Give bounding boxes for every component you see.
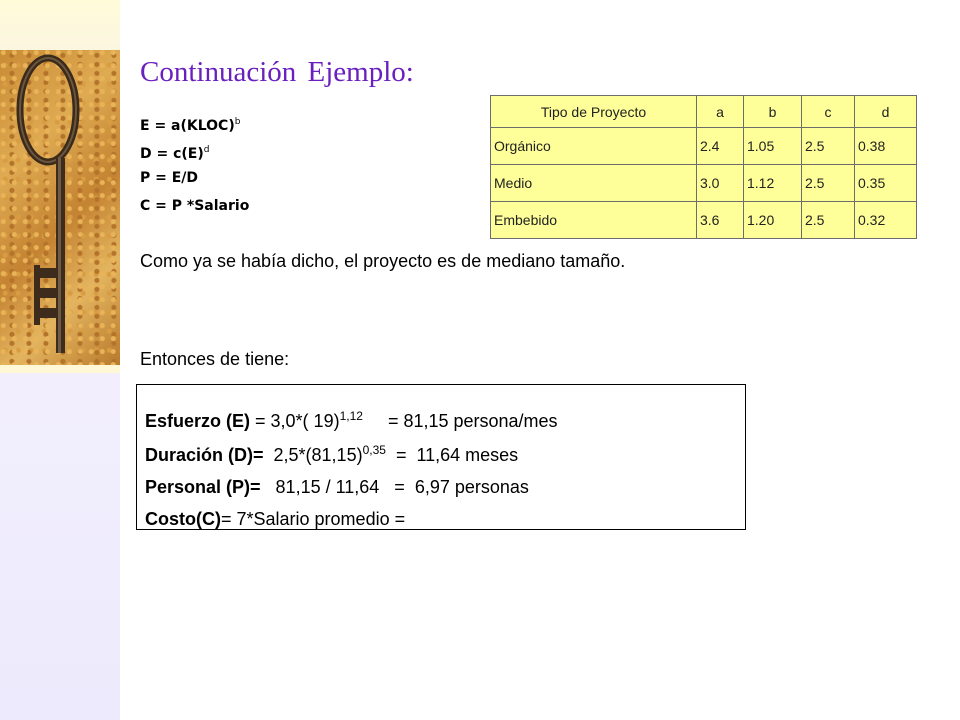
key-icon	[0, 50, 120, 365]
image-border	[0, 365, 120, 373]
table-cell: 3.0	[697, 165, 744, 202]
formula-list	[140, 108, 249, 220]
table-row	[491, 128, 917, 165]
formula-cost: C = P *Salario	[140, 198, 250, 214]
key-image	[0, 50, 120, 365]
calculation-intro: Entonces de tiene:	[140, 349, 290, 369]
table-cell: 1.12	[744, 165, 802, 202]
table-header-row	[491, 96, 917, 128]
slide-title: Continuación Ejemplo:	[140, 56, 414, 88]
project-size-statement: Como ya se había dicho, el proyecto es de mediano tamaño.	[140, 251, 626, 271]
result-cost: Costo(C)= 7*Salario promedio =	[145, 509, 406, 529]
table-cell: Embebido	[491, 202, 697, 239]
formula-personnel: P = E/D	[140, 170, 199, 186]
table-cell: 2.5	[802, 128, 855, 165]
table-cell: 1.05	[744, 128, 802, 165]
result-duration: Duración $(D)= 2,5*(81,15)^{0,35} = 11,64$ meses	[145, 443, 519, 465]
table-cell: 2.5	[802, 202, 855, 239]
results-box	[136, 384, 746, 530]
table-cell: 3.6	[697, 202, 744, 239]
table-cell: 2.5	[802, 165, 855, 202]
table-row	[491, 202, 917, 239]
table-cell: Orgánico	[491, 128, 697, 165]
table-header: c	[802, 96, 855, 128]
table-cell: 0.32	[855, 202, 917, 239]
result-effort: Esfuerzo (E) = 3,0*( 19)$^{1,12}$ = 81,15 persona/mes	[145, 409, 558, 431]
table-row	[491, 165, 917, 202]
result-personnel: Personal (P)= 81,15 / 11,64 = 6,97 personas	[145, 477, 529, 497]
table-header: Tipo de Proyecto	[491, 96, 697, 128]
cocomo-table	[490, 95, 916, 238]
side-band-top	[0, 0, 120, 50]
table-header: d	[855, 96, 917, 128]
table-cell: 2.4	[697, 128, 744, 165]
formula-duration: $D = c(E)^d$	[140, 145, 210, 162]
table-cell: Medio	[491, 165, 697, 202]
table-header: b	[744, 96, 802, 128]
table-cell: 0.35	[855, 165, 917, 202]
table-header: a	[697, 96, 744, 128]
table-cell: 0.38	[855, 128, 917, 165]
table-cell: 1.20	[744, 202, 802, 239]
formula-effort: E = a(KLOC)$^b$	[140, 117, 241, 134]
